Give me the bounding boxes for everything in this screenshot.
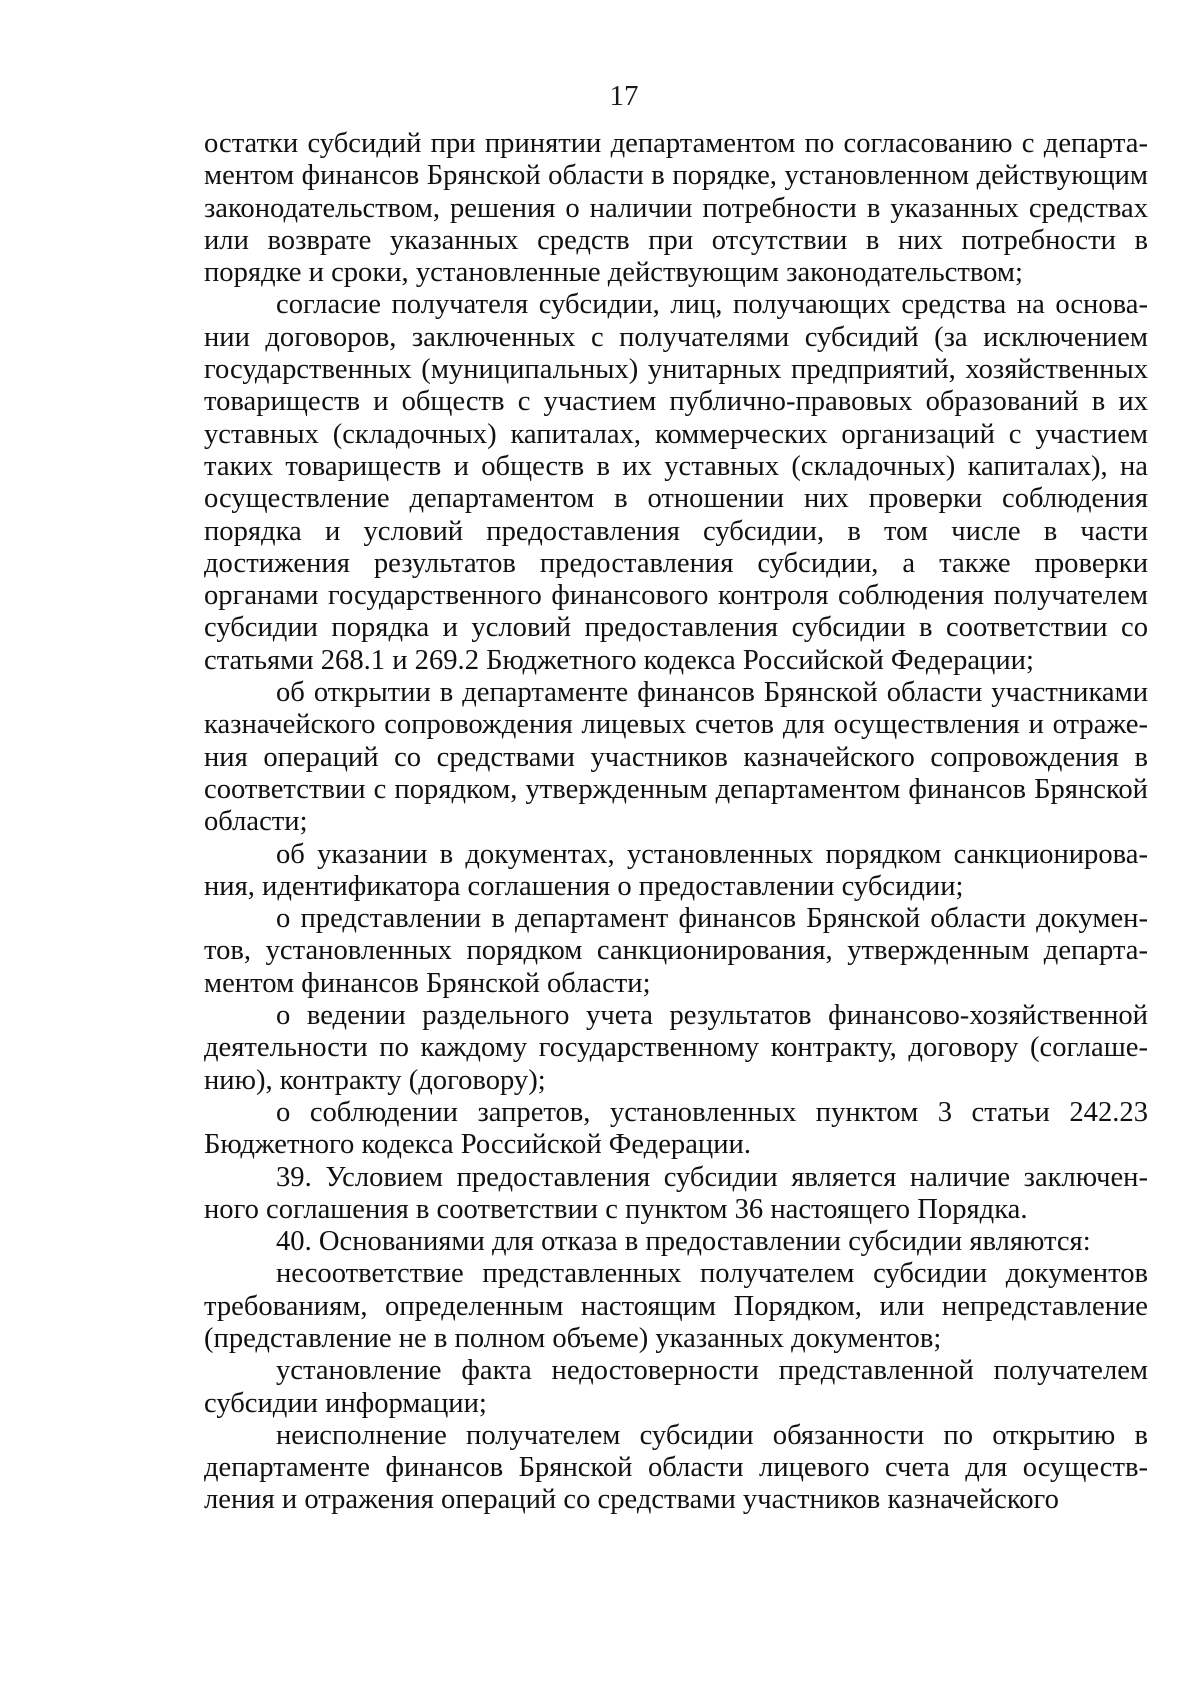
paragraph: 40. Основаниями для отказа в предоставлении субсидии являются: — [276, 1226, 1091, 1258]
page-number: 17 — [609, 80, 639, 112]
paragraph: о представлении в департамент финансов Брянской области документов, установленных порядком санкционирования, утвержденным департаментом финансов Брянской области; — [204, 903, 1148, 999]
paragraph: неисполнение получателем субсидии обязанности по открытию в департаменте финансов Брянской области лицевого счета для осуществления и отражения операций со средствами участников казначейского — [204, 1419, 1148, 1516]
paragraph: несоответствие представленных получателем субсидии документов требованиям, определенным настоящим Порядком, или непредставление (представление не в полном объеме) указанных документов; — [204, 1258, 1148, 1354]
paragraph: о ведении раздельного учета результатов финансово-хозяйственной деятельности по каждому государственному контракту, договору (соглашению), контракту (договору); — [204, 1000, 1148, 1096]
paragraph: остатки субсидий при принятии департаментом по согласованию с департаментом финансов Брянской области в порядке, установленном действующим законодательством, решения о наличии потребности в указанных средствах или возврате указанных средств при отсутствии в них потребности в порядке и сроки, установленные действующим законодательством; — [204, 128, 1148, 289]
paragraph: об указании в документах, установленных порядком санкционирования, идентификатора соглашения о предоставлении субсидии; — [204, 838, 1148, 902]
paragraph: установление факта недостоверности представленной получателем субсидии информации; — [204, 1355, 1148, 1419]
paragraph: согласие получателя субсидии, лиц, получающих средства на основании договоров, заключенных с получателями субсидий (за исключением государственных (муниципальных) унитарных предприятий, хозяйственных товариществ и обществ с участием публично-правовых образований в их уставных (складочных) капиталах, коммерческих организаций с участием таких товариществ и обществ в их уставных (складочных) капиталах), на осуществление департаментом в отношении них проверки соблюдения порядка и условий предоставления субсидии, в том числе в части достижения результатов предоставления субсидии, а также проверки органами государственного финансового контроля соблюдения получателем субсидии порядка и условий предоставления субсидии в соответствии со статьями 268.1 и 269.2 Бюджетного кодекса Российской Федерации; — [204, 289, 1148, 676]
paragraph: 39. Условием предоставления субсидии является наличие заключенного соглашения в соответствии с пунктом 36 настоящего Порядка. — [204, 1161, 1148, 1225]
document-body — [204, 128, 1148, 1517]
paragraph: об открытии в департаменте финансов Брянской области участниками казначейского сопровождения лицевых счетов для осуществления и отражения операций со средствами участников казначейского сопровождения в соответствии с порядком, утвержденным департаментом финансов Брянской области; — [204, 677, 1148, 838]
paragraph: о соблюдении запретов, установленных пунктом 3 статьи 242.23 Бюджетного кодекса Российской Федерации. — [204, 1096, 1148, 1161]
